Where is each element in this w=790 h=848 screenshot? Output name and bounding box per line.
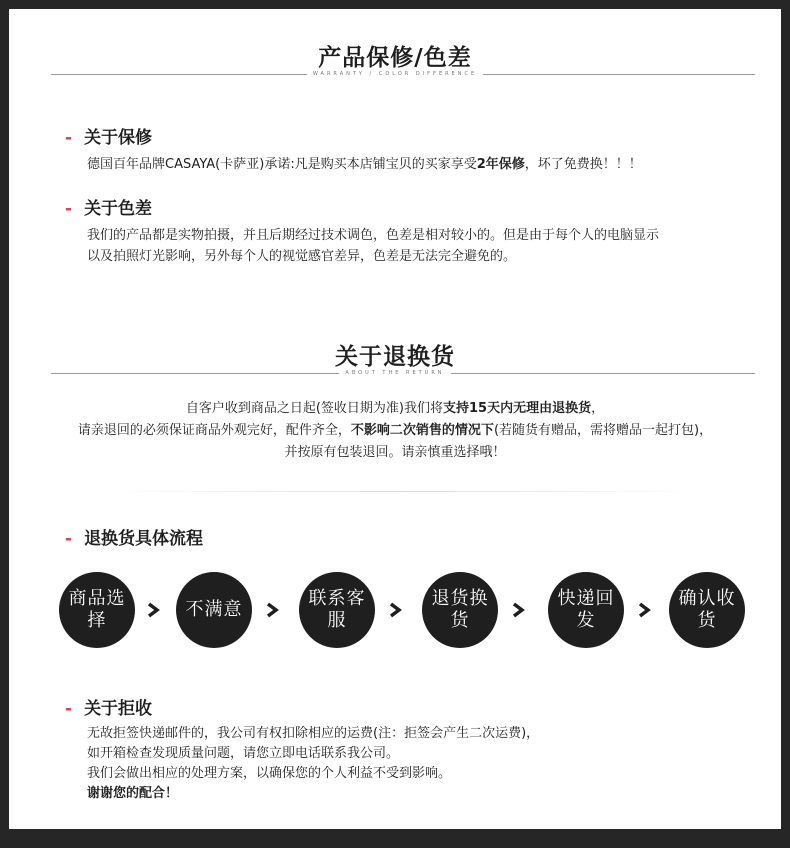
step-circle: 联系客服 xyxy=(299,572,375,648)
chevron-right-icon xyxy=(511,602,525,618)
chevron-right-icon xyxy=(637,602,651,618)
accent-dash: - xyxy=(65,529,73,549)
accent-dash: - xyxy=(65,128,73,148)
refusal-text: 无故拒签快递邮件的，我公司有权扣除相应的运费(注：拒签会产生二次运费)， 如开箱检查发现质量问题，请您立即电话联系我公司。 我们会做出相应的处理方案，以确保您的个人利益不受到影响。 谢谢您的配合！ xyxy=(87,726,540,801)
about-warranty-text: 德国百年品牌CASAYA(卡萨亚)承诺:凡是购买本店铺宝贝的买家享受2年保修，坏了免费换！！！ xyxy=(87,157,642,172)
chevron-right-icon xyxy=(146,602,160,618)
returns-subtitle: ABOUT THE RETURN xyxy=(9,370,781,376)
returns-title: 关于退换货 xyxy=(335,344,455,370)
process-heading: - 退换货具体流程 xyxy=(65,529,204,549)
warranty-title: 产品保修/色差 xyxy=(318,45,472,71)
refusal-heading: - 关于拒收 xyxy=(65,699,153,719)
page-sheet xyxy=(9,9,781,829)
soft-divider xyxy=(109,491,699,492)
chevron-right-icon xyxy=(265,602,279,618)
step-circle: 不满意 xyxy=(176,572,252,648)
returns-condition-highlight: 不影响二次销售的情况下 xyxy=(350,423,494,438)
step-circle: 退货换货 xyxy=(422,572,498,648)
chevron-right-icon xyxy=(388,602,402,618)
about-warranty-heading: - 关于保修 xyxy=(65,128,153,148)
step-circle: 商品选择 xyxy=(59,572,135,648)
warranty-subtitle: WARRANTY / COLOR DIFFERENCE xyxy=(9,71,781,77)
accent-dash: - xyxy=(65,699,73,719)
returns-highlight: 支持15天内无理由退换货 xyxy=(443,401,592,416)
returns-policy-text: 自客户收到商品之日起(签收日期为准)我们将支持15天内无理由退换货， 请亲退回的必须保证商品外观完好，配件齐全，不影响二次销售的情况下(若随货有赠品，需将赠品一起打包)， 并按原有包装退回。请亲慎重选择哦！ xyxy=(77,401,713,460)
step-circle: 快递回发 xyxy=(548,572,624,648)
warranty-highlight: 2年保修 xyxy=(476,157,525,172)
step-circle: 确认收货 xyxy=(669,572,745,648)
about-color-heading: - 关于色差 xyxy=(65,199,153,219)
about-color-text: 我们的产品都是实物拍摄，并且后期经过技术调色，色差是相对较小的。但是由于每个人的电脑显示 以及拍照灯光影响，另外每个人的视觉感官差异，色差是无法完全避免的。 xyxy=(87,228,660,264)
accent-dash: - xyxy=(65,199,73,219)
